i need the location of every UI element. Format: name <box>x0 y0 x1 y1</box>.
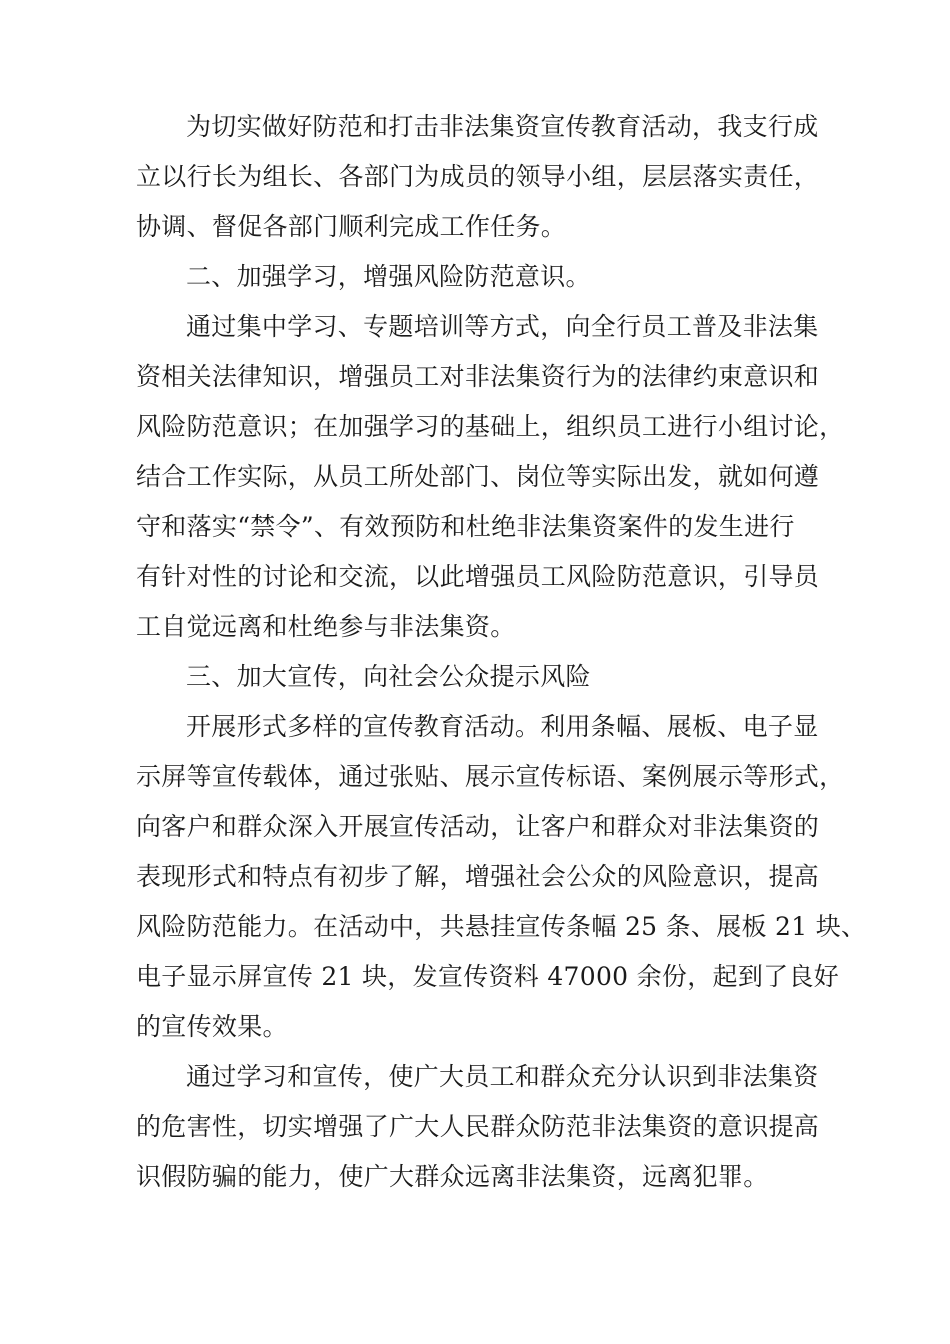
text-line: 开展形式多样的宣传教育活动。利用条幅、展板、电子显 <box>186 712 819 741</box>
text-line: 表现形式和特点有初步了解，增强社会公众的风险意识，提高 <box>136 862 820 891</box>
text-line: 为切实做好防范和打击非法集资宣传教育活动，我支行成 <box>186 112 819 141</box>
text-line: 风险防范能力。在活动中，共悬挂宣传条幅 25 条、展板 21 块、 <box>136 912 867 941</box>
text-line: 结合工作实际，从员工所处部门、岗位等实际出发，就如何遵 <box>136 462 820 491</box>
text-line: 识假防骗的能力，使广大群众远离非法集资，远离犯罪。 <box>136 1162 769 1191</box>
paragraph-study <box>136 302 845 652</box>
text-line: 的危害性，切实增强了广大人民群众防范非法集资的意识提高 <box>136 1112 820 1141</box>
text-line: 向客户和群众深入开展宣传活动，让客户和群众对非法集资的 <box>136 812 820 841</box>
text-line: 的宣传效果。 <box>136 1012 288 1041</box>
text-line: 风险防范意识；在加强学习的基础上，组织员工进行小组讨论， <box>136 412 845 441</box>
heading-line: 三、加大宣传，向社会公众提示风险 <box>186 662 591 691</box>
paragraph-leadership-group <box>136 102 836 252</box>
text-line: 守和落实“禁令”、有效预防和杜绝非法集资案件的发生进行 <box>136 512 795 541</box>
text-line: 电子显示屏宣传 21 块，发宣传资料 47000 余份，起到了良好 <box>136 962 840 991</box>
text-line: 通过集中学习、专题培训等方式，向全行员工普及非法集 <box>186 312 819 341</box>
text-line: 工自觉远离和杜绝参与非法集资。 <box>136 612 516 641</box>
text-line: 协调、督促各部门顺利完成工作任务。 <box>136 212 567 241</box>
text-line: 资相关法律知识，增强员工对非法集资行为的法律约束意识和 <box>136 362 820 391</box>
text-line: 通过学习和宣传，使广大员工和群众充分认识到非法集资 <box>186 1062 819 1091</box>
section-heading-study <box>136 252 836 302</box>
document-body <box>136 102 867 1202</box>
text-line: 有针对性的讨论和交流，以此增强员工风险防范意识，引导员 <box>136 562 820 591</box>
text-line: 立以行长为组长、各部门为成员的领导小组，层层落实责任， <box>136 162 820 191</box>
text-line: 示屏等宣传载体，通过张贴、展示宣传标语、案例展示等形式， <box>136 762 845 791</box>
paragraph-conclusion <box>136 1052 836 1202</box>
paragraph-publicity <box>136 702 867 1052</box>
heading-line: 二、加强学习，增强风险防范意识。 <box>186 262 591 291</box>
section-heading-publicity <box>136 652 836 702</box>
